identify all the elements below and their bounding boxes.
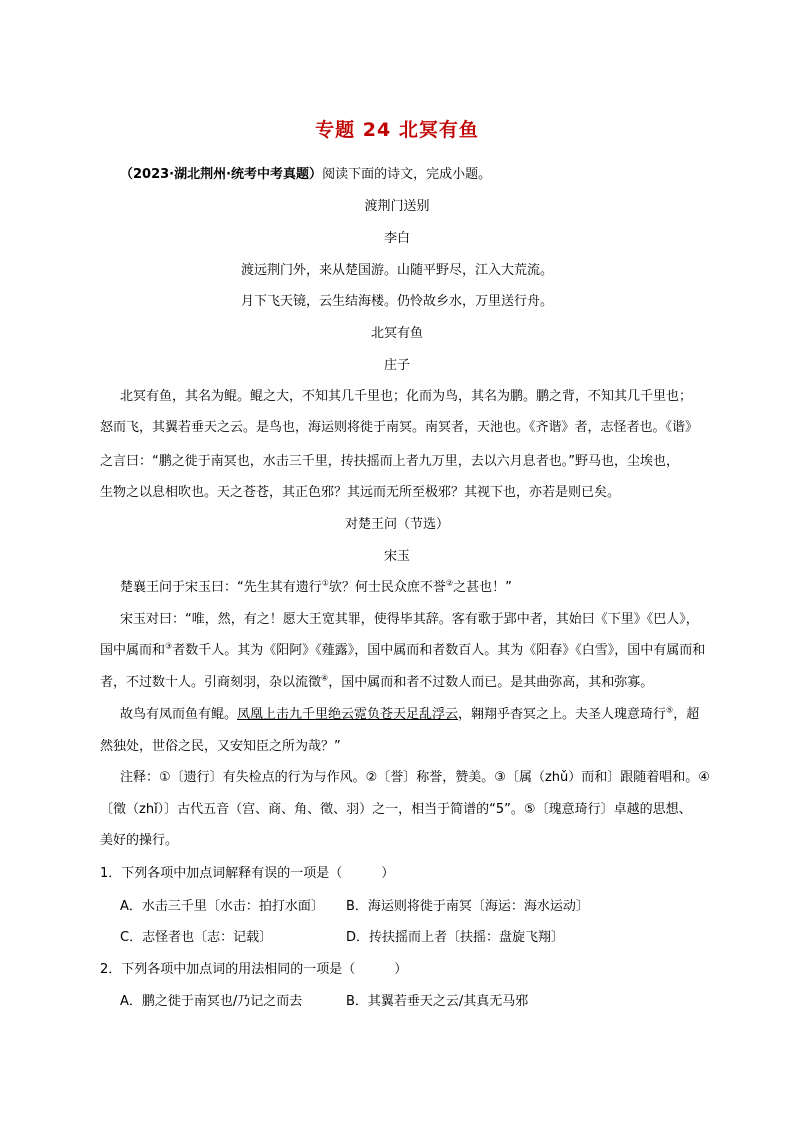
footnote-marker: ⑤	[666, 705, 674, 715]
prose1-line-1: 北冥有鱼，其名为鲲。鲲之大，不知其几千里也；化而为鸟，其名为鹏。鹏之背，不知其几千里也；	[120, 389, 693, 404]
poem-line-2: 月下飞天镜，云生结海楼。仍怜故乡水，万里送行舟。	[240, 294, 553, 309]
question-1-options-row-1	[120, 897, 730, 917]
prose2-paragraph-2-line-3	[100, 673, 710, 693]
prose2-paragraph-2-line-2	[100, 641, 710, 661]
page-title: 专题 24 北冥有鱼	[315, 119, 479, 141]
text-span: 之甚也！”	[453, 580, 512, 595]
option-b[interactable]: B．海运则将徙于南冥〔海运：海水运动〕	[346, 899, 589, 914]
underlined-sentence: 凤凰上击九千里绝云霓负苍天足乱浮云	[237, 707, 459, 722]
option-a[interactable]: A．鹏之徙于南冥也/乃记之而去	[120, 994, 303, 1009]
prose1-line-3: 之言曰：“鹏之徙于南冥也，水击三千里，抟扶摇而上者九万里，去以六月息者也。”野马也，尘埃也，	[100, 454, 679, 469]
text-span: ，翱翔乎杳冥之上。夫圣人瑰意琦行	[458, 707, 667, 722]
option-b[interactable]: B．其翼若垂天之云/其真无马邪	[346, 994, 529, 1009]
text-span: 者，不过数十人。引商刻羽，杂以流徵	[100, 675, 322, 690]
text-span: ，国中属而和者不过数人而已。是其曲弥高，其和弥寡。	[328, 675, 654, 690]
option-d[interactable]: D．抟扶摇而上者〔扶摇：盘旋飞翔〕	[346, 930, 565, 945]
text-span: 故鸟有凤而鱼有鲲。	[120, 707, 238, 722]
poem-title: 渡荆门送别	[364, 199, 430, 214]
prose2-paragraph-1	[120, 578, 710, 598]
question-2-stem: 2．下列各项中加点词的用法相同的一项是（ ）	[100, 962, 408, 977]
source-label: （2023·湖北荆州·统考中考真题）	[120, 167, 323, 182]
question-1-options-row-2	[120, 928, 730, 948]
notes-line-3: 美好的操行。	[100, 833, 179, 848]
prose1-line-4: 生物之以息相吹也。天之苍苍，其正色邪？其远而无所至极邪？其视下也，亦若是则已矣。	[100, 485, 621, 500]
option-c[interactable]: C．志怪者也〔志：记载〕	[120, 930, 273, 945]
text-span: 者数千人。其为《阳阿》《薤露》，国中属而和者数百人。其为《阳春》《白雪》，国中有属而和	[172, 643, 706, 658]
footnote-marker: ③	[165, 641, 173, 651]
text-span: 国中属而和	[100, 643, 166, 658]
question-1-stem: 1．下列各项中加点词解释有误的一项是（ ）	[100, 866, 395, 881]
notes-line-2: 〔徵（zhǐ）〕古代五音（宫、商、角、徵、羽）之一，相当于简谱的“5”。⑤〔瑰意琦行〕卓越的思想、	[100, 802, 692, 817]
prose1-title: 北冥有鱼	[370, 326, 423, 341]
footnote-marker: ④	[321, 673, 329, 683]
footnote-marker: ②	[445, 578, 454, 588]
prose2-paragraph-2-line-1: 宋玉对曰：“唯，然，有之！愿大王宽其罪，使得毕其辞。客有歌于郢中者，其始曰《下里》《巴人》，	[120, 612, 699, 627]
question-2-options-row-1	[120, 992, 730, 1012]
footnote-marker: ①	[321, 578, 329, 588]
prose1-author: 庄子	[383, 358, 410, 373]
prose2-title: 对楚王问（节选）	[344, 517, 449, 532]
option-a[interactable]: A．水击三千里〔水击：拍打水面〕	[120, 899, 324, 914]
poem-author: 李白	[383, 231, 410, 246]
notes-line-1: 注释：①〔遗行〕有失检点的行为与作风。②〔誉〕称誉，赞美。③〔属（zhǔ）而和〕跟随着唱和。④	[120, 770, 710, 785]
intro-line	[120, 165, 710, 185]
text-span: 欤？何士民众庶不誉	[328, 580, 446, 595]
text-span: 楚襄王问于宋玉曰：“先生其有遗行	[120, 580, 322, 595]
prose2-paragraph-3-line-2: 然独处，世俗之民，又安知臣之所为哉？”	[100, 739, 341, 754]
prose2-paragraph-3-line-1	[120, 705, 710, 725]
prose2-author: 宋玉	[383, 549, 410, 564]
text-span: ，超	[673, 707, 700, 722]
prose1-line-2: 怒而飞，其翼若垂天之云。是鸟也，海运则将徙于南冥。南冥者，天池也。《齐谐》者，志怪者也。《谐》	[100, 420, 699, 435]
poem-line-1: 渡远荆门外，来从楚国游。山随平野尽，江入大荒流。	[240, 263, 553, 278]
instruction-text: 阅读下面的诗文，完成小题。	[322, 167, 492, 182]
